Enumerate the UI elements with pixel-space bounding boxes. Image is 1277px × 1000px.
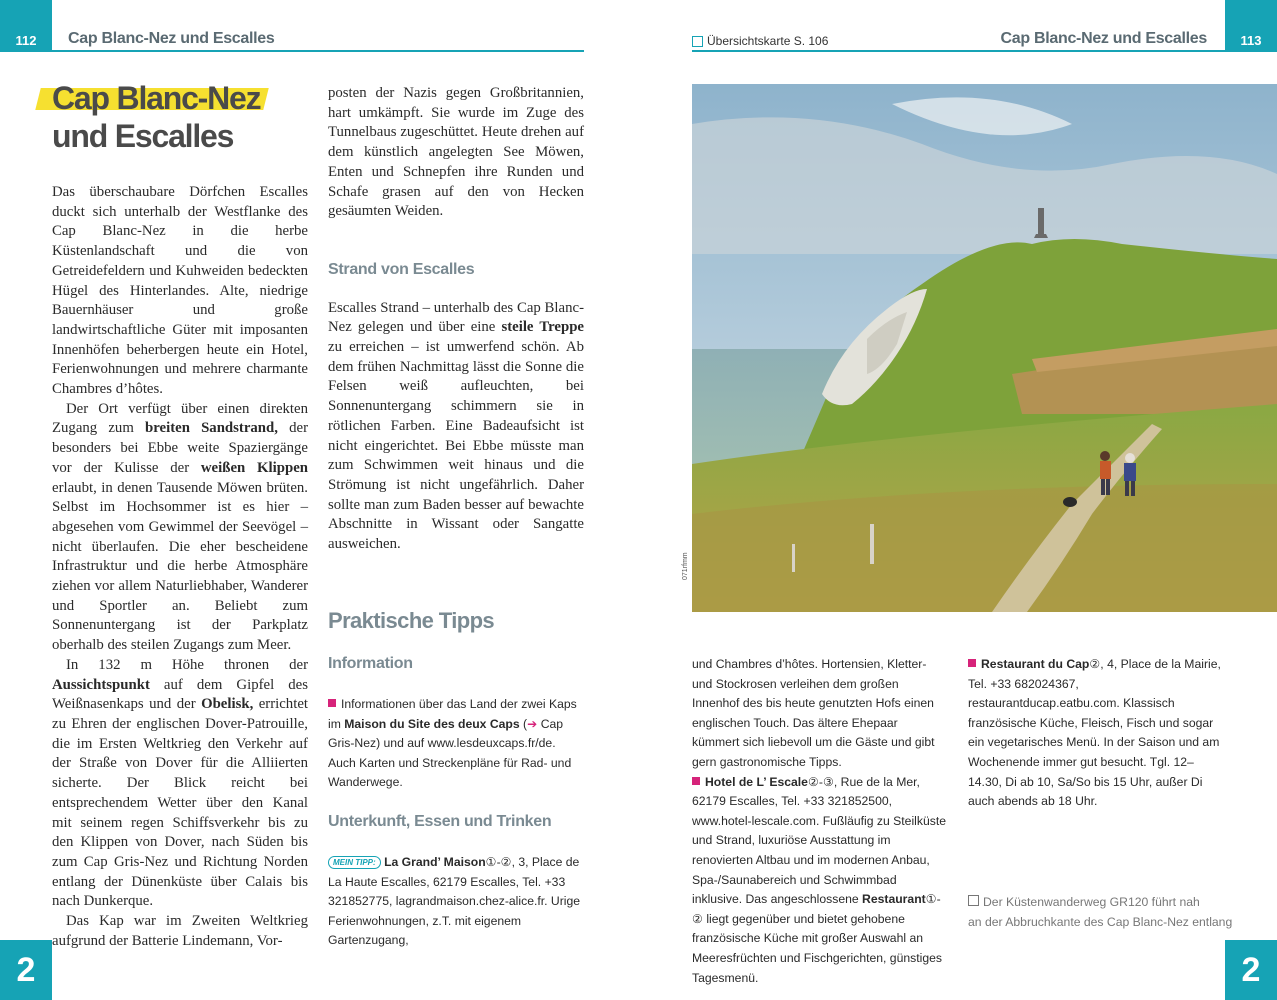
photo-illustration [692, 84, 1277, 612]
paragraph: und Chambres d’hôtes. Hortensien, Kletter- und Stockrosen verleihen dem großen Innenhof des bis heute genutzten Hofs einen englischen Touch. Das ältere Ehepaar kümmert sich liebevoll um die Gäste und gibt gern gastronomische Tipps. [692, 657, 935, 769]
title-line-1: Cap Blanc-Nez [52, 80, 261, 116]
map-reference[interactable] [692, 34, 828, 48]
hotel-entry: Hotel de L’ Escale②-③, Rue de la Mer, 62179 Escalles, Tel. +33 321852500, www.hotel-lescale.com. Fußläufig zu Steilküste und Strand, luxuriöse Ausstattung im renovierten Altbau und im modernen Anbau, Spa-/Saunabereich und Schwimmbad inklusive. Das angeschlossene Restaurant①-② liegt gegenüber und bietet gehobene französische Küche mit großer Auswahl an Meeresfrüchten und Fischgerichten, günstiges Tagesmenü. [692, 774, 947, 985]
running-head-right: Cap Blanc-Nez und Escalles [1000, 30, 1207, 47]
header-rule-right [692, 50, 1225, 52]
info-entry: Informationen über das Land der zwei Kaps im Maison du Site des deux Caps (➔ Cap Gris-Nez) und auf www.lesdeuxcaps.fr/de. Auch Karten und Streckenpläne für Rad- und Wanderwege. [328, 697, 577, 790]
arrow-right-icon: ➔ [527, 716, 538, 731]
paragraph: Der Ort verfügt über einen direkten Zugang zum breiten Sandstrand, der besonders bei Ebbe weite Spaziergänge vor der Kulisse der weißen Klippen erlaubt, in denen Tausende Möwen brüten. Selbst im Hochsommer ist es hier – abgesehen vom Gewimmel der Seevögel – nicht überlaufen. Die eher bescheidene Infrastruktur und die herbe Atmosphäre ziehen vor allem Naturliebhaber, Wanderer und Sportler an. Beliebt zum Sonnenuntergang ist der Parkplatz oberhalb des steilen Zugangs zum Meer. [52, 400, 309, 654]
heading-praktische-tipps: Praktische Tipps [328, 608, 495, 633]
paragraph: Das überschaubare Dörfchen Escalles duckt sich unterhalb der Westflanke des Cap Blanc-Nez in die herbe Küstenlandschaft und die von Getreidefeldern und Kuhweiden bedeckten Hügel des Hinterlandes. Alte, niedrige Bauernhäuser und große landwirtschaftliche Güter mit imposanten Innenhöfen beherbergen heute ein Hotel, Ferienwohnungen und mehrere charmante Chambres d’hôtes. [52, 184, 308, 398]
heading-strand: Strand von Escalles [328, 260, 475, 278]
chapter-tab-right: 2 [1225, 940, 1277, 1000]
photo-frame-icon [968, 895, 979, 906]
text-column-2 [328, 84, 584, 555]
text-column-3 [692, 655, 948, 988]
mein-tipp-badge: MEIN TIPP: [328, 856, 381, 869]
bullet-icon [968, 659, 976, 667]
text-column-4 [968, 655, 1224, 812]
paragraph: Escalles Strand – unterhalb des Cap Blanc-Nez gelegen und über eine steile Treppe zu erreichen – ist umwerfend schön. Ab dem frühen Nachmittag lässt die Sonne die Felsen weiß aufleuchten, bei Sonnenuntergang schimmern sie in rötlichen Farben. Eine Badeaufsicht ist nicht eingerichtet. Bei Ebbe müsste man zum Schwimmen weit hinaus und die Strömung ist nicht ungefährlich. Daher sollte man zum Baden besser auf bewachte Abschnitte in Wissant oder Sangatte ausweichen. [328, 299, 584, 553]
photo-caption: Der Küstenwanderweg GR120 führt nah an der Abbruchkante des Cap Blanc-Nez entlang [968, 895, 1233, 929]
heading-unterkunft: Unterkunft, Essen und Trinken [328, 813, 552, 830]
paragraph: posten der Nazis gegen Großbritannien, hart umkämpft. Sie wurde im Zuge des Tunnelbaus zugeschüttet. Heute drehen auf dem künstlich angelegten See Möwen, Enten und Schnepfen ihre Runden und Schafe grasen auf den von Hecken gesäumten Weiden. [328, 85, 584, 220]
map-reference-label: Übersichtskarte S. 106 [707, 34, 829, 48]
page-number-right: 113 [1225, 0, 1277, 52]
bullet-icon [328, 699, 336, 707]
header-rule-left [52, 50, 584, 52]
chapter-tab-left: 2 [0, 940, 52, 1000]
cliff-landscape-photo [692, 84, 1277, 612]
photo-credit: 071rfmm [682, 552, 689, 580]
restaurant-entry: Restaurant du Cap②, 4, Place de la Mairie, Tel. +33 682024367, restaurantducap.eatbu.com. Klassisch französische Küche, Fleisch, Fisch und sogar ein vegetarisches Menü. In der Saison und am Wochenende immer gut besucht. Tgl. 12–14.30, Di ab 10, Sa/So bis 15 Uhr, außer Di auch abends ab 18 Uhr. [968, 657, 1221, 809]
heading-information: Information [328, 655, 413, 672]
map-square-icon [692, 36, 703, 47]
running-head-left: Cap Blanc-Nez und Escalles [68, 30, 275, 47]
title-line-2: und Escalles [52, 118, 234, 154]
paragraph: Das Kap war im Zweiten Weltkrieg aufgrund der Batterie Lindemann, Vor- [52, 913, 308, 949]
text-column-1 [52, 183, 308, 951]
page-number-left: 112 [0, 0, 52, 52]
bullet-icon [692, 777, 700, 785]
lodging-entry-grand-maison: MEIN TIPP: La Grand’ Maison①-②, 3, Place de La Haute Escalles, 62179 Escalles, Tel. +33 321852775, lagrandmaison.chez-alice.fr. Urige Ferienwohnungen, z.T. mit eigenem Gartenzugang, [328, 855, 581, 948]
article-title [52, 80, 312, 156]
paragraph: In 132 m Höhe thronen der Aussichtspunkt auf dem Gipfel des Weißnasenkaps und der Obelisk, errichtet zu Ehren der englischen Dover-Patrouille, die im Ersten Weltkrieg den Verkehr auf der Straße von Dover für die Alliierten sicherte. Der Blick reicht bei entsprechendem Wetter über den Kanal mit seinem regen Schiffsverkehr bis zu den Klippen von Dover, nach Süden bis zum Cap Gris-Nez und Richtung Norden entlang der Dünenküste über Calais bis nach Dunkerque. [52, 656, 309, 910]
